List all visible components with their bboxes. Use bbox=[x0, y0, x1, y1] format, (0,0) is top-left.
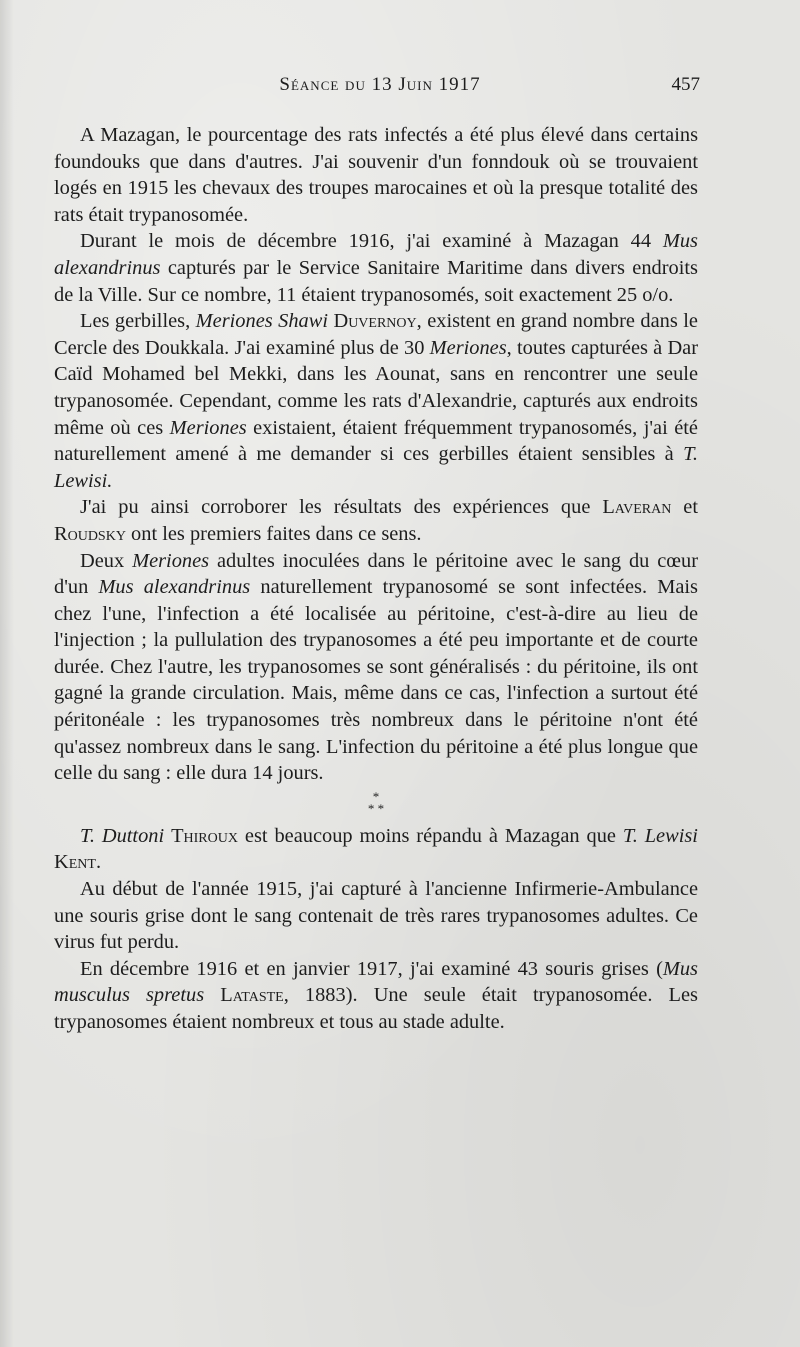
section-asterism bbox=[54, 788, 698, 816]
running-head bbox=[60, 74, 700, 102]
author-name: Duvernoy bbox=[333, 310, 417, 333]
text-segment: J'ai pu ainsi corroborer les résultats des expériences que bbox=[80, 496, 603, 519]
species-name: Mus alexandrinus bbox=[98, 576, 251, 599]
text-segment: , existent en grand nombre dans le Cercle des Doukkala. J'ai examiné plus de 30 bbox=[54, 310, 698, 359]
text-segment: Deux bbox=[80, 549, 133, 572]
text-segment: . bbox=[95, 851, 102, 874]
species-name: Meriones Shawi bbox=[195, 310, 328, 333]
text-segment: existaient, étaient fréquemment trypanosomés, j'ai été naturellement amené à me demander si ces gerbilles étaient sensibles à bbox=[54, 416, 698, 466]
body-text bbox=[54, 122, 698, 1036]
running-title: Séance du 13 Juin 1917 bbox=[279, 74, 481, 95]
paragraph-4 bbox=[54, 494, 698, 547]
page-number: 457 bbox=[671, 74, 700, 95]
author-name: Lataste bbox=[220, 984, 284, 1007]
text-segment: adultes inoculées dans le péritoine avec le sang du cœur d'un bbox=[54, 549, 699, 599]
species-name: Mus alexandrinus bbox=[54, 230, 698, 279]
text-segment: naturellement trypanosomé se sont infectées. Mais chez l'une, l'infection a été localisée au péritoine, c'est-à-dire au lieu de l'injection ; la pullulation des trypanosomes a été peu importante et de courte durée. Chez l'autre, les trypanosomes se sont généralisés : du péritoine, ils ont gagné la grande circulation. Mais, même dans ce cas, l'infection a surtout été péritonéale : les trypanosomes très nombreux dans le péritoine n'ont été qu'assez nombreux dans le sang. L'infection du péritoine a été plus longue que celle du sang : elle dura 14 jours. bbox=[54, 576, 698, 785]
paragraph-6 bbox=[54, 823, 698, 876]
text-segment: , toutes capturées à Dar Caïd Mohamed bel Mekki, dans les Aounat, sans en rencontrer une seule trypanosomée. Cependant, comme les rats d'Alexandrie, capturés aux endroits même où ces bbox=[54, 336, 699, 439]
species-name: Meriones bbox=[132, 549, 210, 572]
species-name: Mus musculus spretus bbox=[54, 957, 698, 1007]
author-name: Laveran bbox=[602, 496, 672, 519]
species-name: T. Duttoni bbox=[80, 824, 165, 847]
text-segment: et bbox=[671, 496, 698, 519]
paragraph-5 bbox=[54, 548, 698, 787]
text-segment: , 1883). Une seule était trypanosomée. Les trypanosomes étaient nombreux et tous au stade adulte. bbox=[54, 984, 698, 1033]
asterism-bottom: * * bbox=[367, 800, 385, 816]
paragraph-7: Au début de l'année 1915, j'ai capturé à l'ancienne Infirmerie-Ambulance une souris grise dont le sang contenait de très rares trypanosomes adultes. Ce virus fut perdu. bbox=[54, 878, 698, 954]
text-segment: En décembre 1916 et en janvier 1917, j'ai examiné 43 souris grises ( bbox=[80, 957, 663, 980]
author-name: Roudsky bbox=[54, 522, 126, 545]
text-segment: est beaucoup moins répandu à Mazagan que bbox=[237, 824, 623, 847]
paragraph-1: A Mazagan, le pourcentage des rats infectés a été plus élevé dans certains foundouks que dans d'autres. J'ai souvenir d'un fonndouk où se trouvaient logés en 1915 les chevaux des troupes marocaines et où la presque totalité des rats était trypanosomée. bbox=[54, 124, 698, 226]
species-name: Meriones bbox=[169, 416, 247, 439]
paragraph-2 bbox=[54, 228, 698, 308]
paragraph-8 bbox=[54, 956, 698, 1036]
species-name: T. Lewisi. bbox=[54, 443, 698, 492]
species-name: Meriones bbox=[429, 336, 507, 359]
asterism-top: * bbox=[372, 788, 380, 804]
text-segment: Les gerbilles, bbox=[80, 310, 196, 333]
page-edge-shadow bbox=[0, 0, 14, 1347]
text-segment: Durant le mois de décembre 1916, j'ai examiné à Mazagan 44 bbox=[80, 230, 663, 253]
text-segment: ont les premiers faites dans ce sens. bbox=[125, 522, 422, 545]
paragraph-3 bbox=[54, 308, 698, 494]
species-name: T. Lewisi bbox=[622, 824, 698, 847]
author-name: Thiroux bbox=[171, 824, 238, 847]
author-name: Kent bbox=[54, 851, 96, 874]
text-segment: capturés par le Service Sanitaire Maritime dans divers endroits de la Ville. Sur ce nombre, 11 étaient trypanosomés, soit exactement 25 o/o. bbox=[54, 256, 698, 306]
